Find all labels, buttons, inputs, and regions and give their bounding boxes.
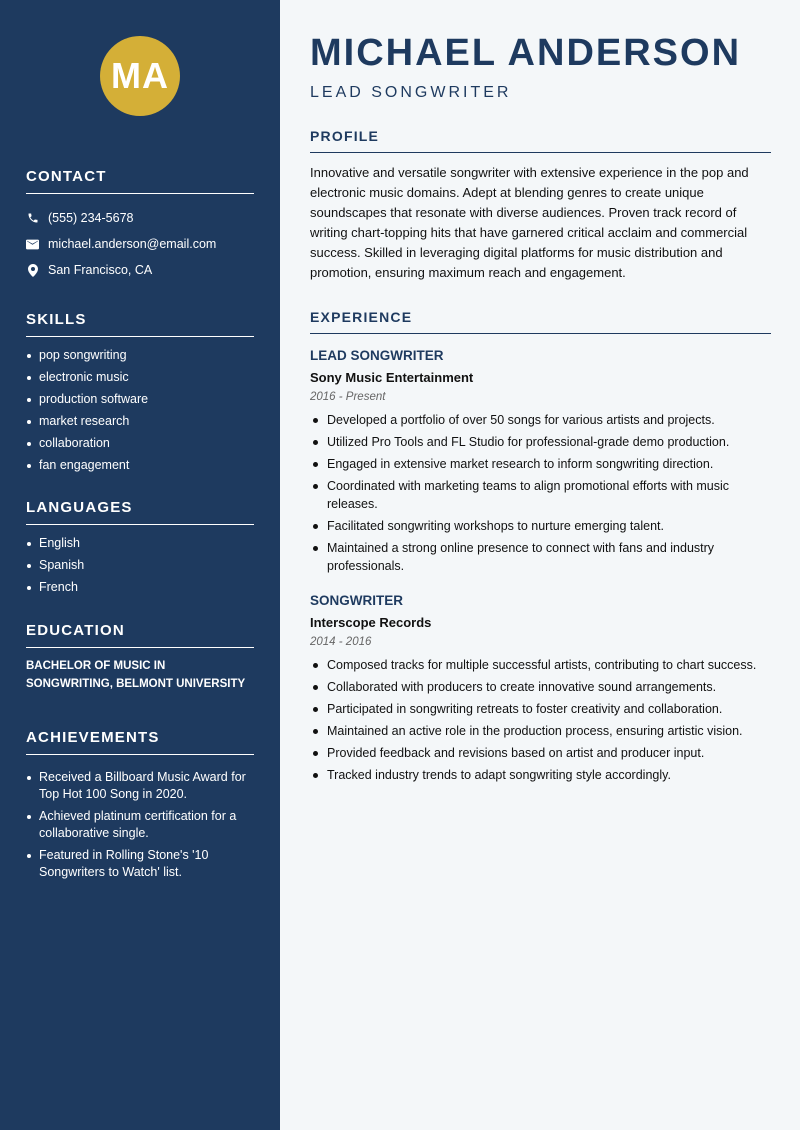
language-item: English: [26, 535, 254, 552]
contact-email: [26, 231, 254, 257]
job-company: Sony Music Entertainment: [310, 370, 474, 385]
job-bullet: Maintained an active role in the production process, ensuring artistic vision.: [310, 722, 771, 740]
sidebar: [0, 0, 280, 1130]
profile-text: Innovative and versatile songwriter with extensive experience in the pop and electronic music domains. Adept at blending genres to create unique soundscapes that resonate with diverse audiences. Proven track record of writing chart-topping hits that have garnered critical acclaim and commercial success. Skilled in leveraging digital platforms for music distribution and promotion, ensuring maximum reach and engagement.: [310, 165, 749, 280]
job-title: SONGWRITER: [310, 593, 403, 608]
job-bullets: [310, 656, 771, 784]
languages-heading: LANGUAGES: [26, 499, 254, 525]
education-heading: EDUCATION: [26, 622, 254, 648]
languages-list: [26, 535, 254, 596]
skills-list: [26, 347, 254, 474]
contact-list: [26, 205, 254, 283]
achievement-item: Received a Billboard Music Award for Top Hot 100 Song in 2020.: [26, 769, 254, 803]
avatar: MA: [100, 36, 180, 116]
location-text: San Francisco, CA: [48, 263, 153, 277]
job-bullet: Composed tracks for multiple successful artists, contributing to chart success.: [310, 656, 771, 674]
achievement-item: Featured in Rolling Stone's '10 Songwriters to Watch' list.: [26, 847, 254, 881]
job-entry: [310, 348, 771, 575]
contact-section: [26, 168, 254, 283]
skill-item: production software: [26, 391, 254, 408]
email-icon: [26, 238, 39, 251]
job-bullet: Maintained a strong online presence to connect with fans and industry professionals.: [310, 539, 771, 575]
contact-phone: [26, 205, 254, 231]
location-pin-icon: [26, 264, 39, 277]
job-title: LEAD SONGWRITER: [310, 348, 444, 363]
skills-section: [26, 311, 254, 474]
profile-heading: PROFILE: [310, 128, 771, 153]
contact-heading: CONTACT: [26, 168, 254, 194]
job-entry: [310, 593, 771, 784]
job-company: Interscope Records: [310, 615, 432, 630]
experience-heading: EXPERIENCE: [310, 309, 771, 334]
language-item: Spanish: [26, 557, 254, 574]
job-bullet: Participated in songwriting retreats to foster creativity and collaboration.: [310, 700, 771, 718]
achievements-heading: ACHIEVEMENTS: [26, 729, 254, 755]
job-dates: 2016 - Present: [310, 391, 386, 403]
job-bullet: Coordinated with marketing teams to align promotional efforts with music releases.: [310, 477, 771, 513]
achievements-list: [26, 769, 254, 881]
job-bullet: Provided feedback and revisions based on artist and producer input.: [310, 744, 771, 762]
achievements-section: [26, 729, 254, 881]
job-bullets: [310, 411, 771, 575]
profile-section: [310, 128, 771, 283]
education-degree: BACHELOR OF MUSIC IN SONGWRITING, BELMONT UNIVERSITY: [26, 660, 246, 690]
job-bullet: Engaged in extensive market research to inform songwriting direction.: [310, 455, 771, 473]
job-dates: 2014 - 2016: [310, 636, 372, 648]
language-item: French: [26, 579, 254, 596]
main-content: [280, 0, 800, 1130]
skill-item: collaboration: [26, 435, 254, 452]
email-text: michael.anderson@email.com: [48, 237, 217, 251]
education-section: [26, 622, 254, 693]
phone-icon: [26, 212, 39, 225]
skill-item: fan engagement: [26, 457, 254, 474]
person-name: MICHAEL ANDERSON: [310, 32, 742, 74]
skill-item: pop songwriting: [26, 347, 254, 364]
job-bullet: Utilized Pro Tools and FL Studio for professional-grade demo production.: [310, 433, 771, 451]
job-bullet: Facilitated songwriting workshops to nurture emerging talent.: [310, 517, 771, 535]
job-bullet: Tracked industry trends to adapt songwriting style accordingly.: [310, 766, 771, 784]
job-bullet: Developed a portfolio of over 50 songs for various artists and projects.: [310, 411, 771, 429]
achievement-item: Achieved platinum certification for a collaborative single.: [26, 808, 254, 842]
languages-section: [26, 499, 254, 596]
phone-text: (555) 234-5678: [48, 211, 134, 225]
experience-section: [310, 309, 771, 784]
job-bullet: Collaborated with producers to create innovative sound arrangements.: [310, 678, 771, 696]
person-title: LEAD SONGWRITER: [310, 84, 512, 101]
skill-item: electronic music: [26, 369, 254, 386]
skills-heading: SKILLS: [26, 311, 254, 337]
contact-location: [26, 257, 254, 283]
skill-item: market research: [26, 413, 254, 430]
